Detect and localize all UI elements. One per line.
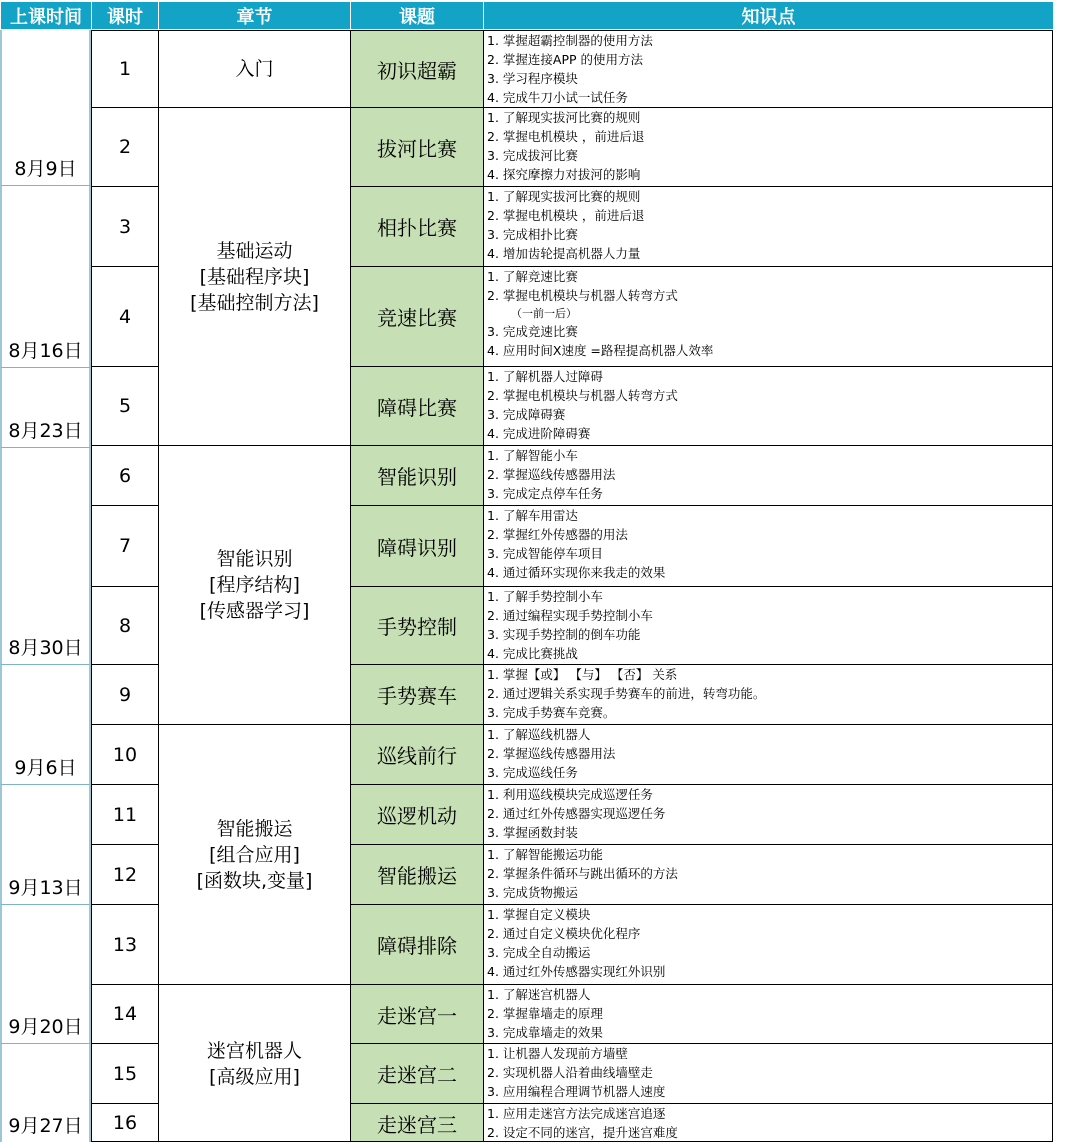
topic-cell: 相扑比赛 [350, 186, 483, 266]
knowledge-point: 4. 探究摩擦力对拔河的影响 [487, 167, 641, 182]
topic-cell: 智能识别 [350, 445, 483, 505]
lesson-number: 7 [91, 505, 158, 586]
lesson-number: 2 [91, 107, 158, 186]
knowledge-cell [483, 186, 1053, 266]
date-cell [0, 185, 91, 367]
chapter-line: 基础运动 [216, 239, 293, 262]
knowledge-point: 3. 完成障碍赛 [487, 407, 566, 422]
date-cell [0, 664, 91, 784]
knowledge-point: 1. 应用走迷宫方法完成迷宫追逐 [487, 1106, 666, 1121]
knowledge-point: 1. 让机器人发现前方墙壁 [487, 1046, 628, 1061]
knowledge-point: 1. 了解手势控制小车 [487, 589, 603, 604]
knowledge-cell [483, 1043, 1053, 1103]
lesson-number: 12 [91, 844, 158, 904]
knowledge-cell [483, 1103, 1053, 1142]
chapter-line: [程序结构] [209, 574, 300, 596]
date-cell [0, 367, 91, 447]
knowledge-point: 2. 掌握巡线传感器用法 [487, 746, 616, 761]
header-lesson: 课时 [91, 2, 158, 29]
knowledge-cell [483, 505, 1053, 586]
knowledge-point: 2. 掌握红外传感器的用法 [487, 527, 628, 542]
knowledge-point: 3. 学习程序模块 [487, 71, 578, 86]
knowledge-point: 2. 设定不同的迷宫，提升迷宫难度 [487, 1125, 678, 1140]
date-cell [0, 447, 91, 664]
knowledge-point: 4. 完成牛刀小试一试任务 [487, 90, 628, 105]
topic-cell: 巡线前行 [350, 724, 483, 784]
lesson-number: 9 [91, 664, 158, 724]
knowledge-point: 3. 完成智能停车项目 [487, 546, 603, 561]
date-cell [0, 784, 91, 904]
chapter-line: [函数块,变量] [196, 869, 313, 892]
knowledge-cell [483, 984, 1053, 1043]
lesson-number: 8 [91, 586, 158, 664]
date-cell [0, 1043, 91, 1142]
topic-cell: 竞速比赛 [350, 266, 483, 366]
chapter-line: [传感器学习] [199, 600, 310, 622]
knowledge-point: 3. 完成拔河比赛 [487, 148, 578, 163]
knowledge-point: 1. 了解智能搬运功能 [487, 847, 603, 862]
chapter-line: [基础程序块] [199, 265, 310, 288]
lesson-number: 11 [91, 784, 158, 844]
knowledge-point: 2. 通过逻辑关系实现手势赛车的前进，转弯功能。 [487, 686, 766, 701]
lesson-number: 16 [91, 1103, 158, 1142]
date-cell [0, 30, 91, 185]
date-label: 8月30日 [8, 637, 83, 659]
knowledge-point: 1. 了解智能小车 [487, 448, 578, 463]
knowledge-point: 3. 完成靠墙走的效果 [487, 1025, 603, 1040]
lesson-number: 4 [91, 266, 158, 366]
topic-cell: 障碍比赛 [350, 366, 483, 445]
knowledge-cell [483, 664, 1053, 724]
lesson-number: 13 [91, 904, 158, 984]
chapter-cell [158, 724, 350, 984]
lesson-number: 5 [91, 366, 158, 445]
topic-cell: 初识超霸 [350, 30, 483, 107]
header-knowledge: 知识点 [483, 2, 1053, 29]
knowledge-point: 1. 了解现实拔河比赛的规则 [487, 110, 641, 125]
knowledge-point: 4. 通过红外传感器实现红外识别 [487, 964, 666, 979]
knowledge-point: 2. 掌握巡线传感器用法 [487, 467, 616, 482]
date-label: 9月20日 [8, 1016, 83, 1038]
knowledge-point: 1. 了解车用雷达 [487, 508, 578, 523]
knowledge-point: 2. 掌握连接APP 的使用方法 [487, 52, 644, 67]
date-label: 8月9日 [14, 158, 77, 180]
topic-cell: 走迷宫二 [350, 1043, 483, 1103]
knowledge-cell [483, 586, 1053, 664]
topic-cell: 障碍识别 [350, 505, 483, 586]
knowledge-cell [483, 30, 1053, 107]
knowledge-point: 4. 完成进阶障碍赛 [487, 426, 591, 441]
knowledge-point: 3. 完成手势赛车竞赛。 [487, 705, 616, 720]
chapter-line: [组合应用] [209, 843, 300, 866]
knowledge-point: 1. 掌握超霸控制器的使用方法 [487, 33, 653, 48]
chapter-line: 智能搬运 [216, 817, 293, 840]
table-bottom-border [91, 1141, 1053, 1142]
knowledge-cell [483, 107, 1053, 186]
knowledge-point: 1. 掌握【或】 【与】 【否】 关系 [487, 667, 678, 682]
knowledge-point: 2. 掌握电机模块 ，前进后退 [487, 208, 645, 223]
knowledge-point: 3. 应用编程合理调节机器人速度 [487, 1084, 666, 1099]
knowledge-point: 1. 了解巡线机器人 [487, 727, 591, 742]
knowledge-point: 2. 掌握靠墙走的原理 [487, 1006, 603, 1021]
knowledge-cell [483, 366, 1053, 445]
knowledge-point: 2. 掌握条件循环与跳出循环的方法 [487, 866, 678, 881]
header-topic: 课题 [350, 2, 483, 29]
topic-cell: 走迷宫三 [350, 1103, 483, 1142]
topic-cell: 拔河比赛 [350, 107, 483, 186]
header-chapter: 章节 [158, 2, 350, 29]
lesson-number: 14 [91, 984, 158, 1043]
chapter-cell [158, 445, 350, 724]
lesson-number: 10 [91, 724, 158, 784]
chapter-line: [高级应用] [209, 1065, 300, 1088]
knowledge-point: 2. 通过自定义模块优化程序 [487, 926, 641, 941]
knowledge-point: 2. 通过编程实现手势控制小车 [487, 608, 653, 623]
knowledge-point: 1. 利用巡线模块完成巡逻任务 [487, 787, 653, 802]
knowledge-cell [483, 784, 1053, 844]
chapter-line: 迷宫机器人 [206, 1039, 302, 1062]
knowledge-point: （一前一后） [511, 307, 577, 320]
topic-cell: 巡逻机动 [350, 784, 483, 844]
knowledge-point: 3. 掌握函数封装 [487, 825, 578, 840]
knowledge-point: 3. 完成定点停车任务 [487, 486, 603, 501]
lesson-number: 15 [91, 1043, 158, 1103]
date-label: 9月27日 [8, 1115, 83, 1137]
chapter-line: 智能识别 [216, 548, 293, 570]
knowledge-point: 3. 完成相扑比赛 [487, 227, 578, 242]
knowledge-point: 1. 了解迷宫机器人 [487, 987, 591, 1002]
topic-cell: 走迷宫一 [350, 984, 483, 1043]
date-cell [0, 904, 91, 1043]
knowledge-cell [483, 724, 1053, 784]
lesson-number: 1 [91, 30, 158, 107]
knowledge-cell [483, 904, 1053, 984]
knowledge-point: 1. 了解机器人过障碍 [487, 369, 603, 384]
knowledge-point: 3. 实现手势控制的倒车功能 [487, 627, 641, 642]
knowledge-point: 4. 增加齿轮提高机器人力量 [487, 246, 641, 261]
topic-cell: 手势赛车 [350, 664, 483, 724]
lesson-number: 3 [91, 186, 158, 266]
chapter-cell [158, 984, 350, 1142]
date-label: 8月23日 [8, 420, 83, 442]
date-label: 8月16日 [8, 340, 83, 362]
date-label: 9月13日 [8, 877, 83, 899]
topic-cell: 手势控制 [350, 586, 483, 664]
chapter-cell [158, 30, 350, 107]
knowledge-point: 3. 完成巡线任务 [487, 765, 578, 780]
header-date: 上课时间 [0, 2, 91, 29]
knowledge-point: 2. 掌握电机模块与机器人转弯方式 [487, 388, 678, 403]
knowledge-point: 4. 完成比赛挑战 [487, 646, 578, 661]
knowledge-point: 2. 实现机器人沿着曲线墙壁走 [487, 1065, 653, 1080]
knowledge-point: 3. 完成竞速比赛 [487, 324, 578, 339]
knowledge-point: 4. 应用时间X速度 =路程提高机器人效率 [487, 343, 714, 358]
knowledge-cell [483, 844, 1053, 904]
date-label: 9月6日 [14, 757, 77, 779]
topic-cell: 障碍排除 [350, 904, 483, 984]
knowledge-point: 3. 完成货物搬运 [487, 885, 578, 900]
knowledge-point: 2. 掌握电机模块 ，前进后退 [487, 129, 645, 144]
knowledge-point: 2. 掌握电机模块与机器人转弯方式 [487, 288, 678, 303]
knowledge-point: 3. 完成全自动搬运 [487, 945, 591, 960]
knowledge-cell [483, 266, 1053, 366]
topic-cell: 智能搬运 [350, 844, 483, 904]
knowledge-point: 1. 了解竞速比赛 [487, 269, 578, 284]
chapter-line: [基础控制方法] [190, 291, 319, 314]
knowledge-point: 2. 通过红外传感器实现巡逻任务 [487, 806, 666, 821]
lesson-number: 6 [91, 445, 158, 505]
knowledge-point: 4. 通过循环实现你来我走的效果 [487, 565, 666, 580]
knowledge-point: 1. 掌握自定义模块 [487, 907, 591, 922]
knowledge-cell [483, 445, 1053, 505]
chapter-line: 入门 [235, 58, 274, 80]
knowledge-point: 1. 了解现实拔河比赛的规则 [487, 189, 641, 204]
chapter-cell [158, 107, 350, 445]
